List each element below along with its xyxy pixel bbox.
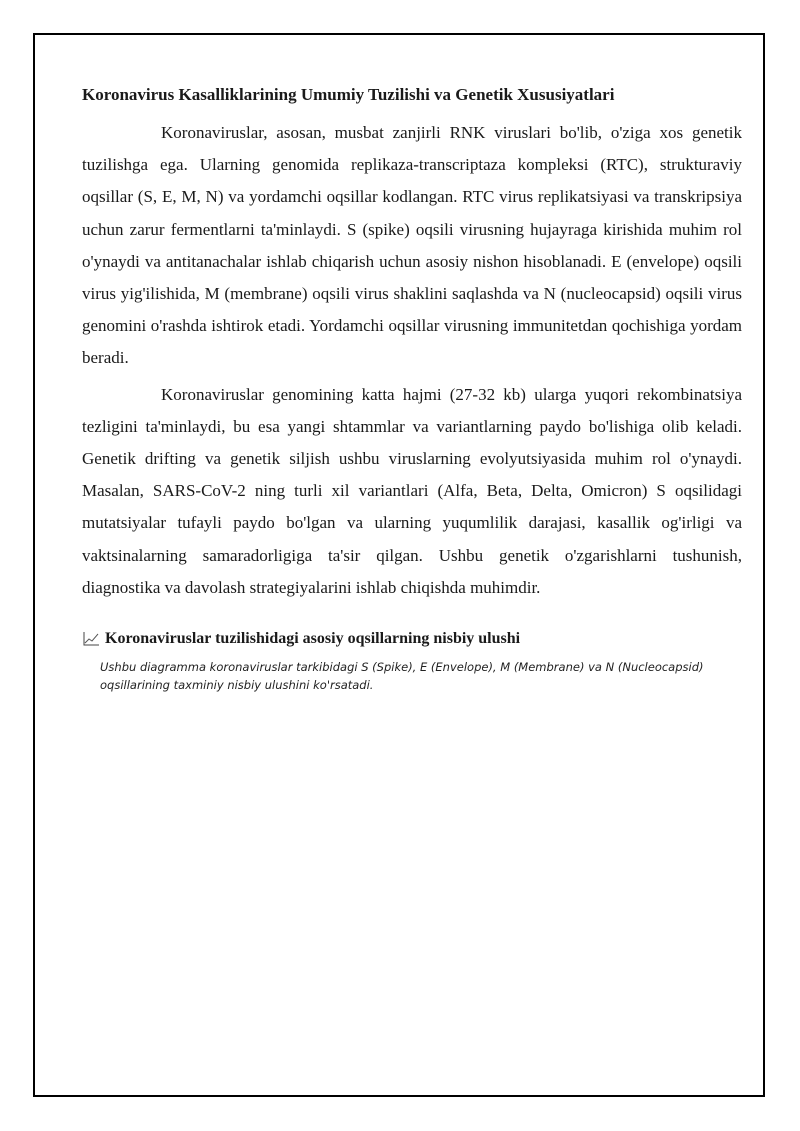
document-body xyxy=(82,83,742,694)
figure-heading xyxy=(82,628,742,650)
figure-caption: Ushbu diagramma koronaviruslar tarkibidagi S (Spike), E (Envelope), M (Membrane) va N (Nucleocapsid) oqsillarining taxminiy nisbiy ulushini ko'rsatadi. xyxy=(100,660,704,693)
document-title: Koronavirus Kasalliklarining Umumiy Tuzilishi va Genetik Xususiyatlari xyxy=(82,85,615,104)
figure-heading-text: Koronaviruslar tuzilishidagi asosiy oqsillarning nisbiy ulushi xyxy=(105,630,521,648)
chart-line-icon xyxy=(82,631,100,647)
paragraph-2: Koronaviruslar genomining katta hajmi (27-32 kb) ularga yuqori rekombinatsiya tezligini ta'minlaydi, bu esa yangi shtammlar va variantlarning paydo bo'lishiga olib keladi. Genetik drifting va genetik siljish ushbu viruslarning evolyutsiyasida muhim rol o'ynaydi. Masalan, SARS-CoV-2 ning turli xil variantlari (Alfa, Beta, Delta, Omicron) S oqsilidagi mutatsiyalar tufayli paydo bo'lgan va ularning yuqumlilik darajasi, kasallik og'irligi va vaktsinalarning samaradorligiga ta'sir qilgan. Ushbu genetik o'zgarishlarni tushunish, diagnostika va davolash strategiyalarini ishlab chiqishda muhimdir. xyxy=(82,384,742,597)
paragraph-1: Koronaviruslar, asosan, musbat zanjirli RNK viruslari bo'lib, o'ziga xos genetik tuzilishga ega. Ularning genomida replikaza-transcriptaza kompleksi (RTC), strukturaviy oqsillar (S, E, M, N) va yordamchi oqsillar kodlangan. RTC virus replikatsiyasi va transkripsiya uchun zarur fermentlarni ta'minlaydi. S (spike) oqsili virusning hujayraga kirishida muhim rol o'ynaydi va antitanachalar ishlab chiqarish uchun asosiy nishon hisoblanadi. E (envelope) oqsili virus yig'ilishida, M (membrane) oqsili virus shaklini saqlashda va N (nucleocapsid) oqsili virus genomini o'rashda ishtirok etadi. Yordamchi oqsillar virusning immunitetdan qochishiga yordam beradi. xyxy=(82,123,742,368)
